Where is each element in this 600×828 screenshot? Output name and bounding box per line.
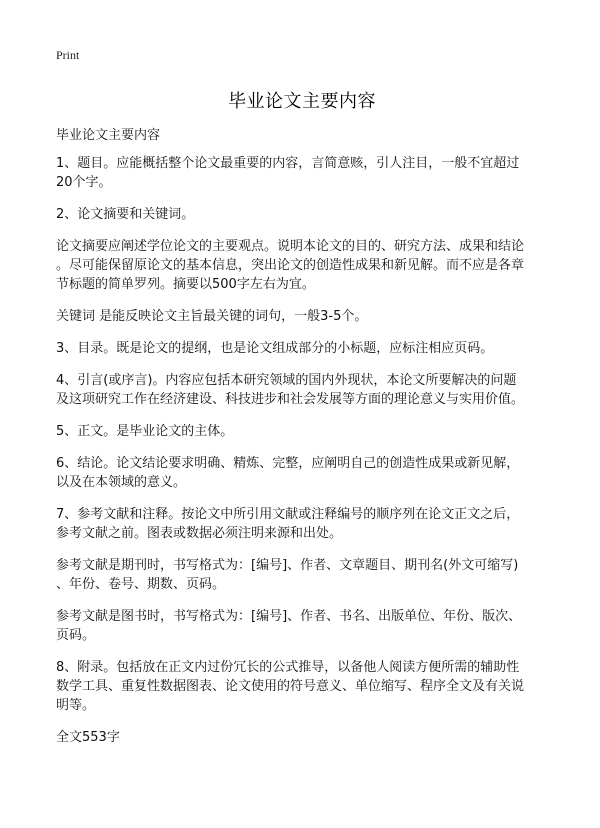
- document-subtitle: 毕业论文主要内容: [56, 128, 161, 143]
- paragraph-title-item: 1、题目。应能概括整个论文最重要的内容，言简意赅，引人注目，一般不宜超过 20个字。: [56, 156, 520, 190]
- page-title: 毕业论文主要内容: [228, 91, 376, 112]
- paragraph-book-format: 参考文献是图书时，书写格式为：[编号]、作者、书名、出版单位、年份、版次、 页码。: [56, 609, 522, 643]
- paragraph-references: 7、参考文献和注释。按论文中所引用文献或注释编号的顺序列在论文正文之后， 参考文献之前。图表或数据必须注明来源和出处。: [56, 507, 520, 541]
- paragraph-main-text: 5、正文。是毕业论文的主体。: [56, 424, 234, 439]
- word-count: 全文553字: [56, 730, 120, 745]
- paragraph-abstract-heading: 2、论文摘要和关键词。: [56, 207, 195, 222]
- document-body: [56, 154, 548, 715]
- paragraph-abstract-body: 论文摘要应阐述学位论文的主要观点。说明本论文的目的、研究方法、成果和结论 。尽可能保留原论文的基本信息，突出论文的创造性成果和新见解。而不应是各章 节标题的简单罗列。摘要以500字左右为宜。: [56, 239, 525, 292]
- paragraph-appendix: 8、附录。包括放在正文内过份冗长的公式推导，以备他人阅读方便所需的辅助性 数学工具、重复性数据图表、论文使用的符号意义、单位缩写、程序全文及有关说 明等。: [56, 660, 525, 713]
- paragraph-conclusion: 6、结论。论文结论要求明确、精炼、完整，应阐明自己的创造性成果或新见解， 以及在本领域的意义。: [56, 456, 520, 490]
- paragraph-journal-format: 参考文献是期刊时，书写格式为：[编号]、作者、文章题目、期刊名(外文可缩写) 、年份、卷号、期数、页码。: [56, 558, 519, 592]
- paragraph-table-of-contents: 3、目录。既是论文的提纲，也是论文组成部分的小标题，应标注相应页码。: [56, 341, 494, 356]
- paragraph-introduction: 4、引言(或序言)。内容应包括本研究领域的国内外现状，本论文所要解决的问题 及这项研究工作在经济建设、科技进步和社会发展等方面的理论意义与实用价值。: [56, 373, 525, 407]
- paragraph-keywords: 关键词 是能反映论文主旨最关键的词句，一般3-5个。: [56, 309, 368, 324]
- print-link[interactable]: Print: [56, 48, 80, 62]
